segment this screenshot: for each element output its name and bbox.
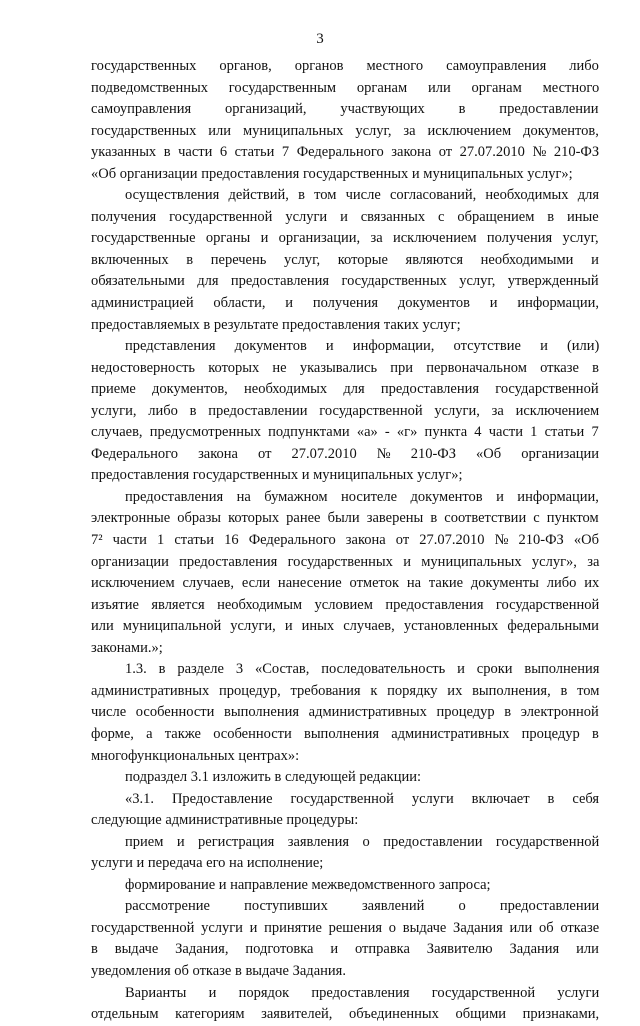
text-line (91, 487, 599, 509)
text-line-content: услуги и передача его на исполнение; (91, 855, 324, 872)
text-line-content: самоуправления организаций, участвующих в предоставлении (91, 101, 599, 118)
text-line (91, 767, 599, 789)
text-line (91, 207, 599, 229)
text-line-content: Федерального закона от 27.07.2010 № 210-ФЗ «Об организации (91, 445, 600, 462)
text-line (91, 250, 599, 272)
text-line (91, 961, 599, 983)
text-line-content: включенных в перечень услуг, которые являются необходимыми и (91, 251, 599, 268)
text-line (91, 142, 599, 164)
text-line-content: электронные образы которых ранее были заверены в соответствии с пунктом (91, 510, 599, 527)
text-line-content: предоставления государственных и муниципальных услуг»; (91, 467, 463, 484)
text-line (91, 810, 599, 832)
text-line (91, 896, 599, 918)
text-line-content: осуществления действий, в том числе согласований, необходимых для (125, 187, 599, 204)
text-line (91, 659, 599, 681)
text-line-content: получения государственной услуги и связанных с обращением в иные (91, 208, 599, 225)
text-line (91, 724, 599, 746)
text-line (91, 638, 599, 660)
text-line-content: законами.»; (91, 639, 163, 656)
text-line-content: многофункциональных центрах»: (91, 747, 300, 764)
text-line-content: формирование и направление межведомственного запроса; (125, 876, 491, 893)
text-line (91, 595, 599, 617)
text-line-content: недостоверность которых не указывались при первоначальном отказе в (91, 359, 599, 376)
text-line-content: приеме документов, необходимых для предоставления государственной (91, 381, 599, 398)
text-line-content: «Об организации предоставления государственных и муниципальных услуг»; (91, 165, 573, 182)
text-line (91, 78, 599, 100)
text-line (91, 444, 599, 466)
text-line (91, 121, 599, 143)
text-line (91, 616, 599, 638)
text-line-content: государственной услуги и принятие решения о выдаче Задания или об отказе (91, 919, 600, 936)
text-line-content: рассмотрение поступивших заявлений о предоставлении (125, 898, 600, 915)
text-line-content: государственные органы и организации, за исключением получения услуг, (91, 230, 599, 247)
text-line (91, 56, 599, 78)
text-line-content: 7² части 1 статьи 16 Федерального закона от 27.07.2010 № 210-ФЗ «Об (91, 532, 599, 549)
text-line (91, 832, 599, 854)
text-line-content: «3.1. Предоставление государственной услуги включает в себя (125, 790, 600, 807)
text-line-content: отдельным категориям заявителей, объединенных общими признаками, (91, 1006, 600, 1023)
text-line-content: уведомления об отказе в выдаче Задания. (91, 962, 346, 979)
text-line (91, 789, 599, 811)
text-line-content: 1.3. в разделе 3 «Состав, последовательность и сроки выполнения (125, 661, 600, 678)
text-line (91, 293, 599, 315)
text-line-content: государственных органов, органов местного самоуправления либо (91, 58, 599, 74)
text-line (91, 422, 599, 444)
document-body (91, 56, 599, 1026)
text-line (91, 1004, 599, 1026)
text-line-content: Варианты и порядок предоставления государственной услуги (125, 984, 600, 1001)
text-line-content: изъятие является необходимым условием предоставления государственной (91, 596, 600, 613)
text-line-content: услуги, либо в предоставлении государственной услуги, за исключением (91, 402, 600, 419)
page-number: 3 (316, 31, 324, 47)
text-line (91, 315, 599, 337)
text-line-content: в выдаче Задания, подготовка и отправка Заявителю Задания или (91, 941, 599, 958)
text-line (91, 228, 599, 250)
text-line-content: обязательными для предоставления государственных услуг, утвержденный (91, 273, 599, 290)
text-line (91, 336, 599, 358)
text-line-content: исключением случаев, если нанесение отметок на такие документы либо их (91, 575, 600, 592)
text-line (91, 853, 599, 875)
text-line-content: или муниципальной услуги, и иных случаев, установленных федеральными (91, 618, 599, 635)
text-line-content: подраздел 3.1 изложить в следующей редакции: (125, 769, 422, 786)
text-line-content: случаев, предусмотренных подпунктами «а» - «г» пункта 4 части 1 статьи 7 (91, 424, 599, 441)
text-line (91, 552, 599, 574)
text-line-content: следующие административные процедуры: (91, 812, 359, 829)
text-line-content: указанных в части 6 статьи 7 Федерального закона от 27.07.2010 № 210-ФЗ (91, 144, 600, 161)
text-line (91, 465, 599, 487)
text-line-content: администрацией области, и получения документов и информации, (91, 295, 599, 312)
text-line (91, 875, 599, 897)
text-line-content: административных процедур, требования к порядку их выполнения, в том (91, 682, 600, 699)
text-line (91, 358, 599, 380)
text-line (91, 918, 599, 940)
text-line (91, 164, 599, 186)
text-line (91, 271, 599, 293)
text-line (91, 746, 599, 768)
text-line-content: предоставления на бумажном носителе документов и информации, (125, 488, 599, 505)
text-line (91, 939, 599, 961)
text-line-content: прием и регистрация заявления о предоставлении государственной (125, 833, 600, 850)
text-line-content: подведомственных государственным органам или органам местного (91, 79, 600, 96)
text-line-content: форме, а также особенности выполнения административных процедур в (91, 725, 599, 742)
text-line (91, 379, 599, 401)
text-line-content: государственных или муниципальных услуг, за исключением документов, (91, 122, 599, 139)
text-line-content: числе особенности выполнения административных процедур в электронной (91, 704, 599, 721)
text-line (91, 681, 599, 703)
text-line-content: предоставляемых в результате предоставления таких услуг; (91, 316, 461, 333)
text-line-content: представления документов и информации, отсутствие и (или) (125, 338, 600, 355)
text-line (91, 99, 599, 121)
text-line (91, 185, 599, 207)
text-line (91, 401, 599, 423)
text-line (91, 530, 599, 552)
text-line (91, 573, 599, 595)
text-line (91, 702, 599, 724)
text-line-content: организации предоставления государственных и муниципальных услуг», за (91, 553, 600, 570)
text-line (91, 508, 599, 530)
text-line (91, 983, 599, 1005)
